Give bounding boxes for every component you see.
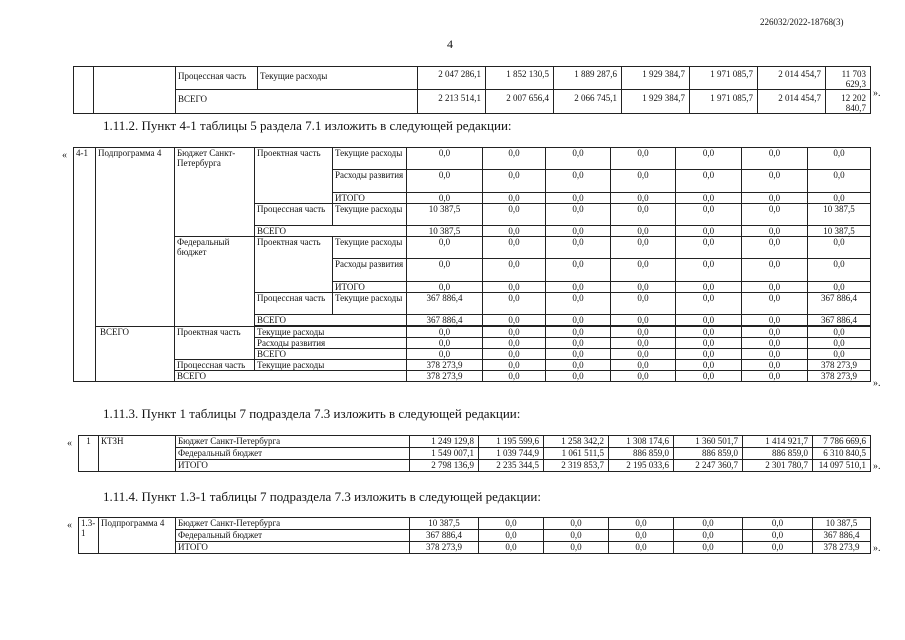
table-cell: Проектная часть bbox=[255, 148, 333, 204]
table-cell: 2 195 033,6 bbox=[609, 460, 674, 472]
table-cell: 10 387,5 bbox=[808, 204, 871, 226]
table-cell: Подпрограмма 4 bbox=[96, 148, 175, 327]
table-cell: 0,0 bbox=[676, 293, 742, 315]
paragraph-1-11-4: 1.11.4. Пункт 1.3-1 таблицы 7 подраздела 7.3 изложить в следующей редакции: bbox=[103, 489, 541, 504]
table-cell: 0,0 bbox=[483, 371, 546, 382]
table-cell: 0,0 bbox=[479, 518, 544, 530]
table-cell: Федеральный бюджет bbox=[175, 237, 255, 327]
table-row bbox=[74, 90, 871, 114]
table-item-1-3-1 bbox=[78, 517, 871, 554]
table-row bbox=[79, 542, 871, 554]
table-cell: 0,0 bbox=[808, 193, 871, 204]
table-cell: 378 273,9 bbox=[407, 360, 483, 371]
table-cell: 0,0 bbox=[544, 530, 609, 542]
document-number: 226032/2022-18768(3) bbox=[760, 17, 844, 27]
table-cell: 0,0 bbox=[611, 327, 676, 338]
table-cell: 0,0 bbox=[742, 360, 808, 371]
table-cell: 0,0 bbox=[546, 315, 611, 326]
table-cell: 14 097 510,1 bbox=[813, 460, 871, 472]
table-cell: 1.3-1 bbox=[79, 518, 99, 554]
table-cell: 0,0 bbox=[479, 530, 544, 542]
table-cell: 0,0 bbox=[483, 338, 546, 349]
table-cell: 0,0 bbox=[676, 282, 742, 293]
table-cell: 0,0 bbox=[611, 282, 676, 293]
table-cell: Текущие расходы bbox=[255, 327, 407, 338]
table-cell: 0,0 bbox=[743, 518, 813, 530]
table-cell: Расходы развития bbox=[255, 338, 407, 349]
table-cell: 0,0 bbox=[742, 315, 808, 326]
table-cell bbox=[94, 67, 176, 114]
table-cell: 1 258 342,2 bbox=[544, 436, 609, 448]
table-cell: 0,0 bbox=[676, 148, 742, 170]
table-cell: 0,0 bbox=[676, 327, 742, 338]
table-cell: 6 310 840,5 bbox=[813, 448, 871, 460]
table-row bbox=[79, 530, 871, 542]
table-row bbox=[79, 436, 871, 448]
table-cell: 0,0 bbox=[407, 170, 483, 193]
table-cell: 1 061 511,5 bbox=[544, 448, 609, 460]
table-row bbox=[74, 237, 871, 259]
table-cell: 2 798 136,9 bbox=[410, 460, 479, 472]
table-cell: Текущие расходы bbox=[333, 237, 407, 259]
table-cell: 0,0 bbox=[674, 542, 743, 554]
table-cell: 0,0 bbox=[611, 338, 676, 349]
table-cell: 0,0 bbox=[676, 170, 742, 193]
table-cell: 0,0 bbox=[546, 327, 611, 338]
table-cell: 0,0 bbox=[407, 193, 483, 204]
table-cell: 0,0 bbox=[407, 282, 483, 293]
table-top bbox=[73, 66, 871, 114]
table-cell: 10 387,5 bbox=[407, 204, 483, 226]
table-cell: 7 786 669,6 bbox=[813, 436, 871, 448]
table-cell: 0,0 bbox=[609, 542, 674, 554]
opening-quote: « bbox=[62, 150, 67, 161]
table-cell: 1 414 921,7 bbox=[743, 436, 813, 448]
table-cell: Проектная часть bbox=[175, 327, 255, 360]
table-cell: 0,0 bbox=[611, 204, 676, 226]
table-cell: 0,0 bbox=[544, 542, 609, 554]
table-cell: 0,0 bbox=[742, 193, 808, 204]
table-cell: 0,0 bbox=[483, 360, 546, 371]
table-cell bbox=[74, 67, 94, 114]
table-cell: 0,0 bbox=[483, 259, 546, 282]
table-cell: ВСЕГО bbox=[255, 349, 407, 360]
table-cell: 0,0 bbox=[544, 518, 609, 530]
table-cell: ВСЕГО bbox=[255, 226, 407, 237]
table-cell: Текущие расходы bbox=[333, 148, 407, 170]
table-cell: ВСЕГО bbox=[176, 90, 418, 114]
table-cell: 0,0 bbox=[611, 293, 676, 315]
table-cell: 0,0 bbox=[676, 259, 742, 282]
table-cell: 0,0 bbox=[742, 259, 808, 282]
table-cell: 0,0 bbox=[808, 148, 871, 170]
table-cell: 367 886,4 bbox=[407, 293, 483, 315]
table-cell: 0,0 bbox=[676, 204, 742, 226]
table-cell: 0,0 bbox=[676, 237, 742, 259]
table-row bbox=[79, 448, 871, 460]
table-cell: 1 549 007,1 bbox=[410, 448, 479, 460]
table-cell: 1 bbox=[79, 436, 99, 472]
table-cell: Процессная часть bbox=[175, 360, 255, 371]
table-cell: 0,0 bbox=[742, 338, 808, 349]
table-row bbox=[74, 327, 871, 338]
table-cell: ВСЕГО bbox=[255, 315, 407, 326]
table-cell: 0,0 bbox=[611, 148, 676, 170]
table-cell: 0,0 bbox=[808, 282, 871, 293]
table-cell: 1 852 130,5 bbox=[486, 67, 554, 90]
table-cell: 886 859,0 bbox=[609, 448, 674, 460]
table-cell: Процессная часть bbox=[255, 204, 333, 226]
table-cell: 2 247 360,7 bbox=[674, 460, 743, 472]
table-cell: Расходы развития bbox=[333, 259, 407, 282]
table-cell: 367 886,4 bbox=[407, 315, 483, 326]
table-cell: 0,0 bbox=[676, 371, 742, 382]
table-cell: 1 929 384,7 bbox=[622, 67, 690, 90]
table-cell: 0,0 bbox=[546, 148, 611, 170]
table-cell: 0,0 bbox=[611, 237, 676, 259]
table-cell: 0,0 bbox=[546, 193, 611, 204]
table-cell: 0,0 bbox=[546, 226, 611, 237]
table-cell: 1 889 287,6 bbox=[554, 67, 622, 90]
table-cell: 0,0 bbox=[546, 259, 611, 282]
table-cell: 0,0 bbox=[743, 530, 813, 542]
table-cell: 1 360 501,7 bbox=[674, 436, 743, 448]
table-cell: 0,0 bbox=[479, 542, 544, 554]
table-cell: ИТОГО bbox=[176, 542, 410, 554]
table-cell: 0,0 bbox=[546, 282, 611, 293]
table-cell: Текущие расходы bbox=[333, 204, 407, 226]
table-cell: 0,0 bbox=[407, 327, 483, 338]
table-cell: 378 273,9 bbox=[407, 371, 483, 382]
table-cell: 1 308 174,6 bbox=[609, 436, 674, 448]
table-cell: 2 007 656,4 bbox=[486, 90, 554, 114]
opening-quote: « bbox=[67, 438, 72, 449]
table-cell: 378 273,9 bbox=[808, 371, 871, 382]
table-cell: 886 859,0 bbox=[743, 448, 813, 460]
table-cell: 10 387,5 bbox=[410, 518, 479, 530]
table-cell: 0,0 bbox=[611, 193, 676, 204]
table-cell: 0,0 bbox=[483, 315, 546, 326]
table-cell: 0,0 bbox=[609, 530, 674, 542]
table-cell: 1 971 085,7 bbox=[690, 90, 758, 114]
table-cell: 0,0 bbox=[611, 360, 676, 371]
table-cell: Подпрограмма 4 bbox=[99, 518, 176, 554]
table-cell: ВСЕГО bbox=[175, 371, 407, 382]
table-cell: Процессная часть bbox=[255, 293, 333, 315]
table-cell: ИТОГО bbox=[333, 193, 407, 204]
table-cell: 0,0 bbox=[546, 349, 611, 360]
table-cell: 2 213 514,1 bbox=[418, 90, 486, 114]
table-cell: 12 202 840,7 bbox=[826, 90, 871, 114]
table-cell: 0,0 bbox=[808, 170, 871, 193]
table-cell: 0,0 bbox=[483, 226, 546, 237]
table-cell: 0,0 bbox=[676, 226, 742, 237]
table-cell: 378 273,9 bbox=[813, 542, 871, 554]
closing-quote: ». bbox=[873, 378, 881, 389]
table-cell: 0,0 bbox=[676, 338, 742, 349]
table-cell: 0,0 bbox=[546, 360, 611, 371]
table-cell: 1 249 129,8 bbox=[410, 436, 479, 448]
table-cell: 0,0 bbox=[808, 237, 871, 259]
table-cell: 0,0 bbox=[609, 518, 674, 530]
table-row bbox=[74, 371, 871, 382]
table-cell: 1 929 384,7 bbox=[622, 90, 690, 114]
table-cell: ИТОГО bbox=[176, 460, 410, 472]
table-cell: 0,0 bbox=[742, 237, 808, 259]
table-cell: 1 039 744,9 bbox=[479, 448, 544, 460]
table-cell: 2 014 454,7 bbox=[758, 67, 826, 90]
table-cell: 0,0 bbox=[611, 170, 676, 193]
table-row bbox=[79, 518, 871, 530]
table-cell: 0,0 bbox=[742, 293, 808, 315]
table-cell: 0,0 bbox=[483, 293, 546, 315]
table-cell: 0,0 bbox=[407, 349, 483, 360]
table-cell: Текущие расходы bbox=[258, 67, 418, 90]
closing-quote: ». bbox=[873, 88, 881, 99]
table-cell: 0,0 bbox=[407, 259, 483, 282]
table-cell: 367 886,4 bbox=[808, 315, 871, 326]
table-cell: 0,0 bbox=[742, 226, 808, 237]
table-cell: 0,0 bbox=[742, 349, 808, 360]
table-cell: 0,0 bbox=[808, 338, 871, 349]
table-cell: 0,0 bbox=[483, 170, 546, 193]
table-cell: 0,0 bbox=[407, 338, 483, 349]
table-cell: 0,0 bbox=[546, 371, 611, 382]
table-row bbox=[74, 148, 871, 170]
table-cell: 0,0 bbox=[676, 193, 742, 204]
table-cell: 0,0 bbox=[611, 349, 676, 360]
table-cell: 10 387,5 bbox=[808, 226, 871, 237]
table-row bbox=[74, 360, 871, 371]
table-cell: 0,0 bbox=[407, 237, 483, 259]
table-cell: 0,0 bbox=[483, 327, 546, 338]
table-cell: 0,0 bbox=[808, 349, 871, 360]
table-cell: 0,0 bbox=[611, 315, 676, 326]
table-cell: ИТОГО bbox=[333, 282, 407, 293]
table-cell: Текущие расходы bbox=[333, 293, 407, 315]
table-cell: 0,0 bbox=[743, 542, 813, 554]
table-cell: 2 235 344,5 bbox=[479, 460, 544, 472]
table-cell: Проектная часть bbox=[255, 237, 333, 293]
table-cell: 0,0 bbox=[676, 360, 742, 371]
table-cell: 0,0 bbox=[611, 371, 676, 382]
table-row bbox=[79, 460, 871, 472]
paragraph-1-11-2: 1.11.2. Пункт 4-1 таблицы 5 раздела 7.1 изложить в следующей редакции: bbox=[103, 118, 512, 133]
table-cell: Бюджет Санкт-Петербурга bbox=[176, 518, 410, 530]
table-cell: 0,0 bbox=[483, 204, 546, 226]
table-cell: 0,0 bbox=[546, 293, 611, 315]
table-cell: 2 014 454,7 bbox=[758, 90, 826, 114]
table-cell: 0,0 bbox=[546, 204, 611, 226]
table-cell: 0,0 bbox=[483, 349, 546, 360]
table-cell: 0,0 bbox=[742, 327, 808, 338]
table-cell: 0,0 bbox=[546, 170, 611, 193]
table-cell: 378 273,9 bbox=[410, 542, 479, 554]
table-cell: 0,0 bbox=[674, 530, 743, 542]
paragraph-1-11-3: 1.11.3. Пункт 1 таблицы 7 подраздела 7.3 изложить в следующей редакции: bbox=[103, 406, 521, 421]
table-cell: 0,0 bbox=[611, 226, 676, 237]
table-cell: 2 047 286,1 bbox=[418, 67, 486, 90]
table-cell: 0,0 bbox=[483, 282, 546, 293]
table-cell: 0,0 bbox=[611, 259, 676, 282]
table-cell: 886 859,0 bbox=[674, 448, 743, 460]
table-item-4-1 bbox=[73, 147, 871, 382]
table-cell: 1 195 599,6 bbox=[479, 436, 544, 448]
table-cell: 2 066 745,1 bbox=[554, 90, 622, 114]
table-cell: 0,0 bbox=[546, 338, 611, 349]
table-cell: 0,0 bbox=[483, 193, 546, 204]
table-cell: 0,0 bbox=[674, 518, 743, 530]
table-cell: 2 301 780,7 bbox=[743, 460, 813, 472]
table-cell: 0,0 bbox=[742, 170, 808, 193]
page-number: 4 bbox=[447, 37, 453, 51]
closing-quote: ». bbox=[873, 461, 881, 472]
table-cell: 11 703 629,3 bbox=[826, 67, 871, 90]
table-cell: ВСЕГО bbox=[96, 327, 175, 382]
table-cell: Текущие расходы bbox=[255, 360, 407, 371]
table-cell: 1 971 085,7 bbox=[690, 67, 758, 90]
table-cell: Бюджет Санкт-Петербурга bbox=[176, 436, 410, 448]
table-cell: 0,0 bbox=[742, 371, 808, 382]
table-cell: 0,0 bbox=[742, 148, 808, 170]
table-cell: 4-1 bbox=[74, 148, 96, 382]
table-cell: 0,0 bbox=[676, 315, 742, 326]
table-cell: 0,0 bbox=[546, 237, 611, 259]
table-cell: КТЗН bbox=[99, 436, 176, 472]
table-cell: 0,0 bbox=[483, 237, 546, 259]
table-cell: 0,0 bbox=[808, 259, 871, 282]
table-cell: 367 886,4 bbox=[808, 293, 871, 315]
table-row bbox=[74, 67, 871, 90]
table-cell: 0,0 bbox=[808, 327, 871, 338]
table-cell: Процессная часть bbox=[176, 67, 258, 90]
closing-quote: ». bbox=[873, 543, 881, 554]
table-cell: 0,0 bbox=[742, 282, 808, 293]
table-cell: 0,0 bbox=[676, 349, 742, 360]
opening-quote: « bbox=[67, 520, 72, 531]
table-cell: 367 886,4 bbox=[813, 530, 871, 542]
table-cell: Расходы развития bbox=[333, 170, 407, 193]
table-cell: 2 319 853,7 bbox=[544, 460, 609, 472]
table-cell: Федеральный бюджет bbox=[176, 530, 410, 542]
table-cell: Федеральный бюджет bbox=[176, 448, 410, 460]
table-cell: 10 387,5 bbox=[813, 518, 871, 530]
table-cell: 367 886,4 bbox=[410, 530, 479, 542]
table-cell: 10 387,5 bbox=[407, 226, 483, 237]
table-cell: 378 273,9 bbox=[808, 360, 871, 371]
table-cell: 0,0 bbox=[407, 148, 483, 170]
table-cell: Бюджет Санкт-Петербурга bbox=[175, 148, 255, 237]
table-cell: 0,0 bbox=[742, 204, 808, 226]
table-ktzn bbox=[78, 435, 871, 472]
table-cell: 0,0 bbox=[483, 148, 546, 170]
